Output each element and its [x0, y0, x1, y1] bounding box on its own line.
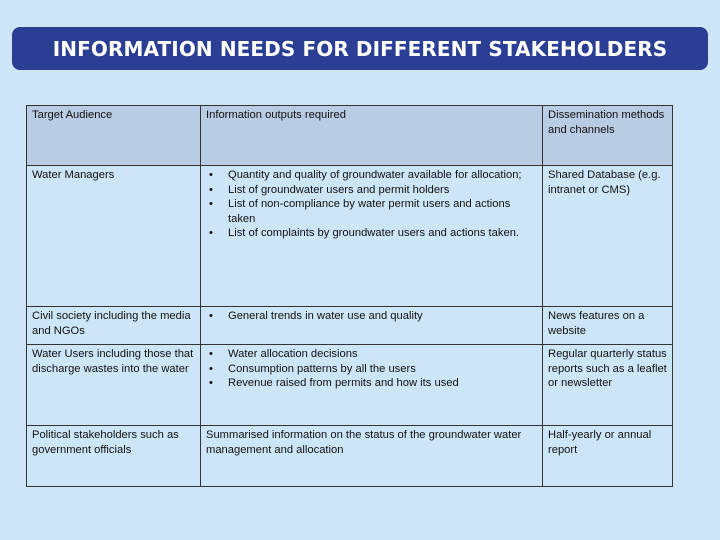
- bullet-icon: •: [209, 348, 213, 360]
- audience-cell: Water Users including those that discharge wastes into the water: [27, 345, 201, 426]
- output-text: List of non-compliance by water permit users and actions taken: [228, 198, 511, 225]
- channels-cell: Shared Database (e.g. intranet or CMS): [543, 166, 673, 307]
- list-item: [206, 347, 537, 362]
- channels-cell: News features on a website: [543, 307, 673, 345]
- list-item: [206, 376, 537, 391]
- outputs-cell: [201, 166, 543, 307]
- table-row: [27, 307, 673, 345]
- output-text: General trends in water use and quality: [228, 310, 423, 322]
- list-item: [206, 197, 537, 226]
- page-title: INFORMATION NEEDS FOR DIFFERENT STAKEHOLDERS: [52, 36, 668, 61]
- bullet-icon: •: [209, 169, 213, 181]
- audience-cell: Political stakeholders such as government officials: [27, 426, 201, 487]
- outputs-list: [206, 168, 537, 241]
- output-text: Quantity and quality of groundwater available for allocation;: [228, 169, 522, 181]
- bullet-icon: •: [209, 183, 213, 196]
- outputs-list: [206, 309, 537, 324]
- output-text: Water allocation decisions: [228, 348, 358, 360]
- list-item: [206, 226, 537, 241]
- outputs-list: [206, 347, 537, 391]
- outputs-cell: [201, 345, 543, 426]
- stakeholder-table: [26, 105, 673, 487]
- table-row: [27, 426, 673, 487]
- output-text: List of groundwater users and permit holders: [228, 183, 450, 196]
- table-row: [27, 345, 673, 426]
- bullet-icon: •: [209, 362, 213, 375]
- header-information-outputs: Information outputs required: [201, 106, 543, 166]
- list-item: [206, 168, 537, 183]
- output-text: Consumption patterns by all the users: [228, 362, 416, 375]
- outputs-cell: Summarised information on the status of the groundwater water management and allocation: [201, 426, 543, 487]
- table-row: [27, 166, 673, 307]
- list-item: [206, 183, 537, 198]
- header-target-audience: Target Audience: [27, 106, 201, 166]
- output-text: Revenue raised from permits and how its used: [228, 377, 459, 390]
- audience-cell: Water Managers: [27, 166, 201, 307]
- title-banner: [12, 27, 708, 70]
- channels-cell: Regular quarterly status reports such as a leaflet or newsletter: [543, 345, 673, 426]
- bullet-icon: •: [209, 310, 213, 322]
- output-text: List of complaints by groundwater users and actions taken.: [228, 227, 520, 240]
- table-header-row: [27, 106, 673, 166]
- bullet-icon: •: [209, 377, 213, 390]
- channels-cell: Half-yearly or annual report: [543, 426, 673, 487]
- audience-cell: Civil society including the media and NGOs: [27, 307, 201, 345]
- outputs-cell: [201, 307, 543, 345]
- list-item: [206, 309, 537, 324]
- bullet-icon: •: [209, 198, 213, 211]
- bullet-icon: •: [209, 227, 213, 240]
- header-dissemination-methods: Dissemination methods and channels: [543, 106, 673, 166]
- list-item: [206, 362, 537, 377]
